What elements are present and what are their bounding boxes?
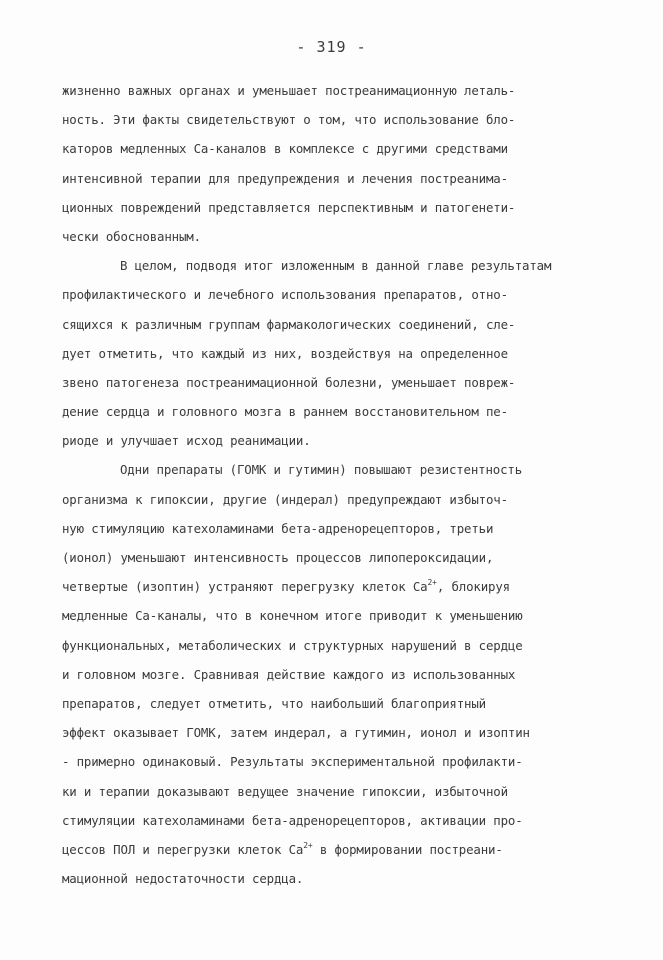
text-line: чески обоснованным. <box>62 228 201 244</box>
text-line: ционных повреждений представляется перспективным и патогенети- <box>62 199 516 215</box>
paragraph-1 <box>62 76 614 251</box>
text-line: Одни препараты (ГОМК и гутимин) повышают резистентность <box>120 462 523 478</box>
text-line: звено патогенеза постреанимационной болезни, уменьшает повреж- <box>62 374 516 390</box>
text-line: - примерно одинаковый. Результаты экспериментальной профилакти- <box>62 754 523 770</box>
text-line: профилактического и лечебного использования препаратов, отно- <box>62 287 508 303</box>
text-line: организма к гипоксии, другие (индерал) предупреждают избыточ- <box>62 491 508 507</box>
text-line: мационной недостаточности сердца. <box>62 871 304 887</box>
text-line: функциональных, метаболических и структурных нарушений в сердце <box>62 637 523 653</box>
text-line: ки и терапии доказывают ведущее значение гипоксии, избыточной <box>62 783 508 799</box>
page-number: - 319 - <box>296 38 367 56</box>
text-line: и головном мозге. Сравнивая действие каждого из использованных <box>62 666 516 682</box>
text-line: цессов ПОЛ и перегрузки клеток $Ca^{2+}$ в формировании постреани- <box>62 840 503 857</box>
body-text <box>62 76 614 893</box>
text-line: сящихся к различным группам фармакологических соединений, сле- <box>62 316 516 332</box>
text-line: дует отметить, что каждый из них, воздействуя на определенное <box>62 345 508 361</box>
text-line: (ионол) уменьшают интенсивность процессов липопероксидации, <box>62 550 494 565</box>
text-line: четвертые (изоптин) устраняют перегрузку клеток $Ca^{2+}$, блокируя <box>62 578 510 595</box>
text-line: В целом, подводя итог изложенным в данной главе результатам <box>120 258 552 274</box>
text-line: стимуляции катехоламинами бета-адренорецепторов, активации про- <box>62 812 523 828</box>
text-line: риоде и улучшает исход реанимации. <box>62 433 311 449</box>
text-line: интенсивной терапии для предупреждения и лечения постреанима- <box>62 170 508 186</box>
text-line: препаратов, следует отметить, что наибольший благоприятный <box>62 695 486 711</box>
text-line: ную стимуляцию катехоламинами бета-адренорецепторов, третьи <box>62 520 494 536</box>
text-line: эффект оказывает ГОМК, затем индерал, а гутимин, ионол и изоптин <box>62 725 530 741</box>
paragraph-3 <box>62 455 614 893</box>
paragraph-2 <box>62 251 614 455</box>
text-line: ность. Эти факты свидетельствуют о том, что использование бло- <box>62 112 516 128</box>
text-line: дение сердца и головного мозга в раннем восстановительном пе- <box>62 404 508 420</box>
text-line: жизненно важных органах и уменьшает постреанимационную леталь- <box>62 83 516 98</box>
text-line: медленные Ca-каналы, что в конечном итоге приводит к уменьшению <box>62 608 523 624</box>
text-line: каторов медленных Ca-каналов в комплексе с другими средствами <box>62 141 508 157</box>
